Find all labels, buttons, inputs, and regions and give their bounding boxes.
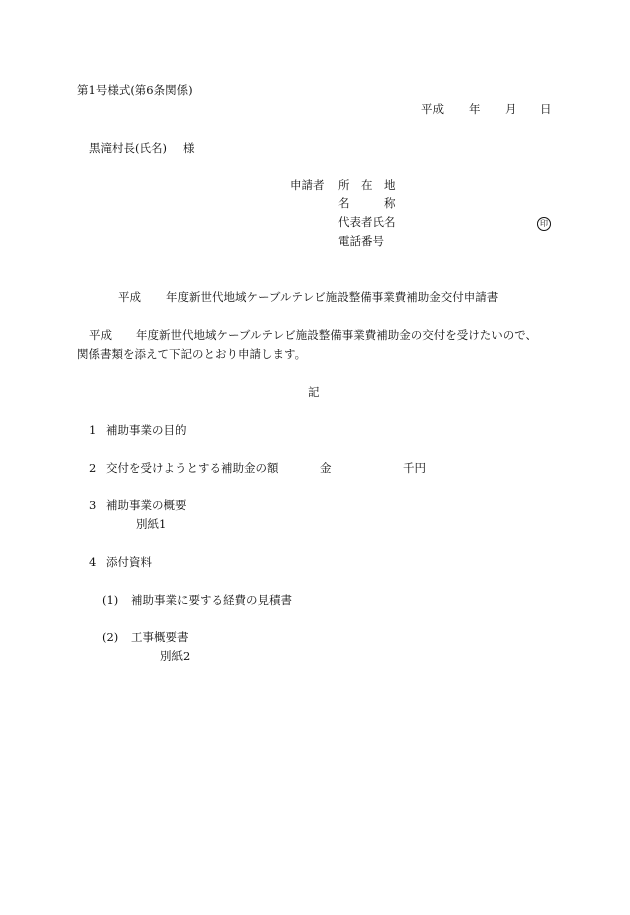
item-2-unit: 千円: [403, 461, 426, 475]
item-4-sub-2-number: (2): [102, 630, 119, 644]
body-line-1: 年度新世代地域ケーブルテレビ施設整備事業費補助金の交付を受けたいので、: [136, 328, 538, 342]
item-4-sub-1-label: 補助事業に要する経費の見積書: [131, 593, 292, 607]
applicant-address-label: 所 在 地: [338, 178, 396, 192]
date-era: 平成: [421, 102, 444, 116]
seal-mark-icon: 印: [537, 217, 551, 231]
item-2-number: 2: [89, 461, 97, 475]
item-2-kin: 金: [320, 461, 332, 475]
item-3-number: 3: [89, 498, 97, 512]
item-3-label: 補助事業の概要: [106, 498, 187, 512]
item-4-sub-2-label: 工事概要書: [131, 630, 189, 644]
applicant-label: 申請者: [290, 178, 325, 192]
addressee-name: 黒滝村長(氏名): [89, 141, 167, 155]
applicant-representative-label: 代表者氏名: [338, 215, 396, 229]
title-text: 年度新世代地域ケーブルテレビ施設整備事業費補助金交付申請書: [166, 290, 499, 304]
applicant-name-label: 名 称: [338, 196, 396, 210]
ki-heading: 記: [308, 385, 320, 399]
item-3-attachment: 別紙1: [136, 517, 167, 531]
date-month: 月: [505, 102, 517, 116]
title-era: 平成: [118, 290, 141, 304]
date-year: 年: [469, 102, 481, 116]
body-line-2: 関係書類を添えて下記のとおり申請します。: [77, 347, 307, 361]
item-4-label: 添付資料: [106, 555, 152, 569]
applicant-phone-label: 電話番号: [338, 234, 384, 248]
addressee-honorific: 様: [183, 141, 195, 155]
item-4-sub-2-attachment: 別紙2: [160, 649, 191, 663]
item-2-label: 交付を受けようとする補助金の額: [106, 461, 279, 475]
form-label: 第1号様式(第6条関係): [77, 83, 193, 97]
item-1-number: 1: [89, 423, 97, 437]
date-day: 日: [540, 102, 552, 116]
item-4-number: 4: [89, 555, 97, 569]
body-era: 平成: [89, 328, 112, 342]
item-4-sub-1-number: (1): [102, 593, 119, 607]
item-1-label: 補助事業の目的: [106, 423, 187, 437]
